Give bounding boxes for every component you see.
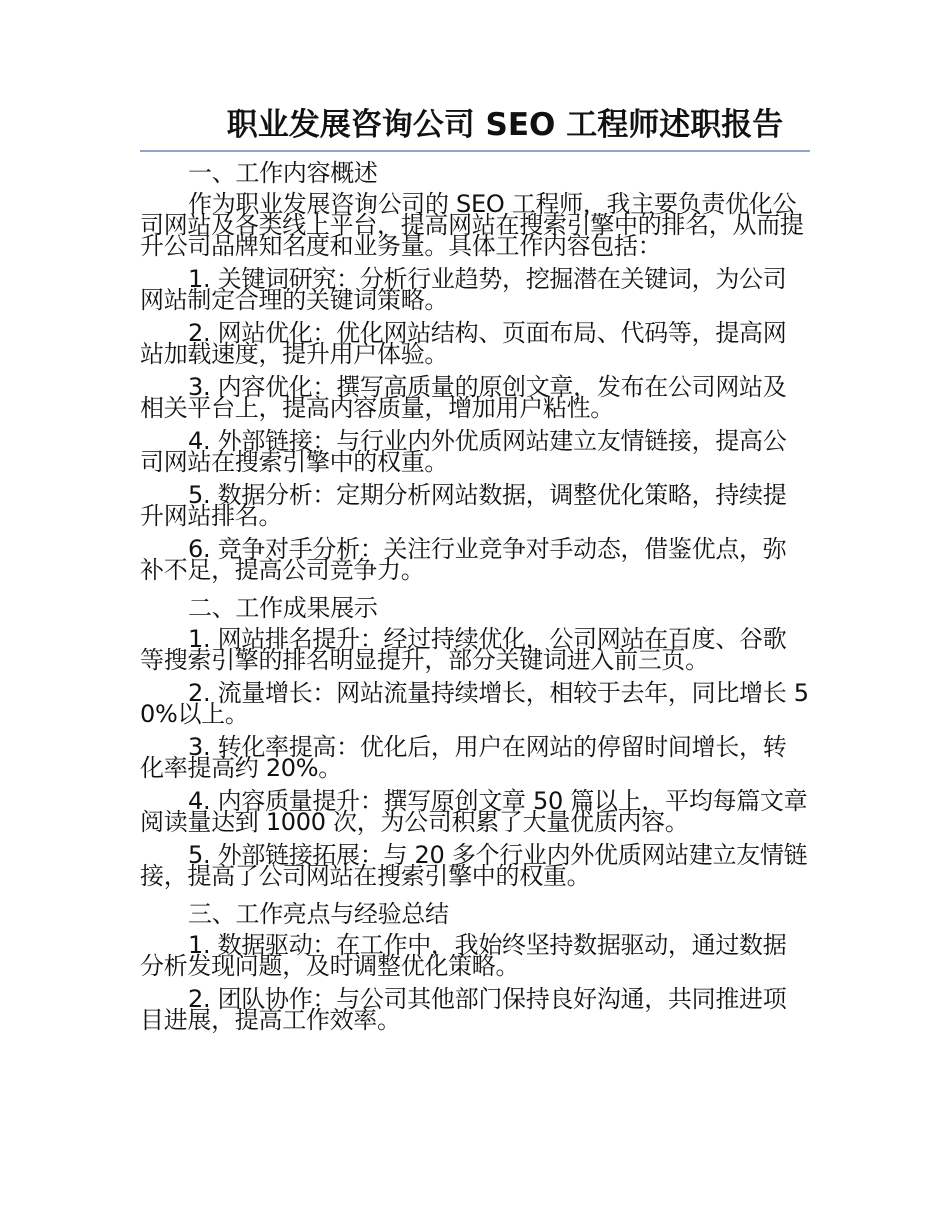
paragraph: 3. 转化率提高：优化后，用户在网站的停留时间增长，转化率提高约 20%。 [140,733,787,782]
document-page [140,100,810,1043]
paragraph: 4. 外部链接：与行业内外优质网站建立友情链接，提高公司网站在搜索引擎中的权重。 [140,427,787,476]
paragraph: 5. 数据分析：定期分析网站数据，调整优化策略，持续提升网站排名。 [140,481,787,530]
paragraph: 2. 团队协作：与公司其他部门保持良好沟通，共同推进项目进展，提高工作效率。 [140,985,787,1034]
paragraph: 作为职业发展咨询公司的 SEO 工程师，我主要负责优化公司网站及各类线上平台，提高网站在搜索引擎中的排名，从而提升公司品牌知名度和业务量。具体工作内容包括： [140,190,804,260]
paragraph: 4. 内容质量提升：撰写原创文章 50 篇以上，平均每篇文章阅读量达到 1000 次，为公司积累了大量优质内容。 [140,787,808,836]
section-heading: 二、工作成果展示 [188,594,378,622]
paragraph: 2. 流量增长：网站流量持续增长，相较于去年，同比增长 50%以上。 [140,679,809,728]
paragraph: 6. 竞争对手分析：关注行业竞争对手动态，借鉴优点，弥补不足，提高公司竞争力。 [140,535,787,584]
paragraph: 1. 数据驱动：在工作中，我始终坚持数据驱动，通过数据分析发现问题，及时调整优化策略。 [140,931,787,980]
paragraph: 1. 网站排名提升：经过持续优化，公司网站在百度、谷歌等搜索引擎的排名明显提升，部分关键词进入前三页。 [140,625,787,674]
paragraph: 5. 外部链接拓展：与 20 多个行业内外优质网站建立友情链接，提高了公司网站在搜索引擎中的权重。 [140,841,808,890]
section-heading: 三、工作亮点与经验总结 [188,900,449,928]
paragraph: 1. 关键词研究：分析行业趋势，挖掘潜在关键词，为公司网站制定合理的关键词策略。 [140,265,787,314]
paragraph: 2. 网站优化：优化网站结构、页面布局、代码等，提高网站加载速度，提升用户体验。 [140,319,787,368]
document-title: 职业发展咨询公司 SEO 工程师述职报告 [140,100,810,152]
paragraph: 3. 内容优化：撰写高质量的原创文章，发布在公司网站及相关平台上，提高内容质量，增加用户粘性。 [140,373,787,422]
section-heading: 一、工作内容概述 [188,159,378,187]
